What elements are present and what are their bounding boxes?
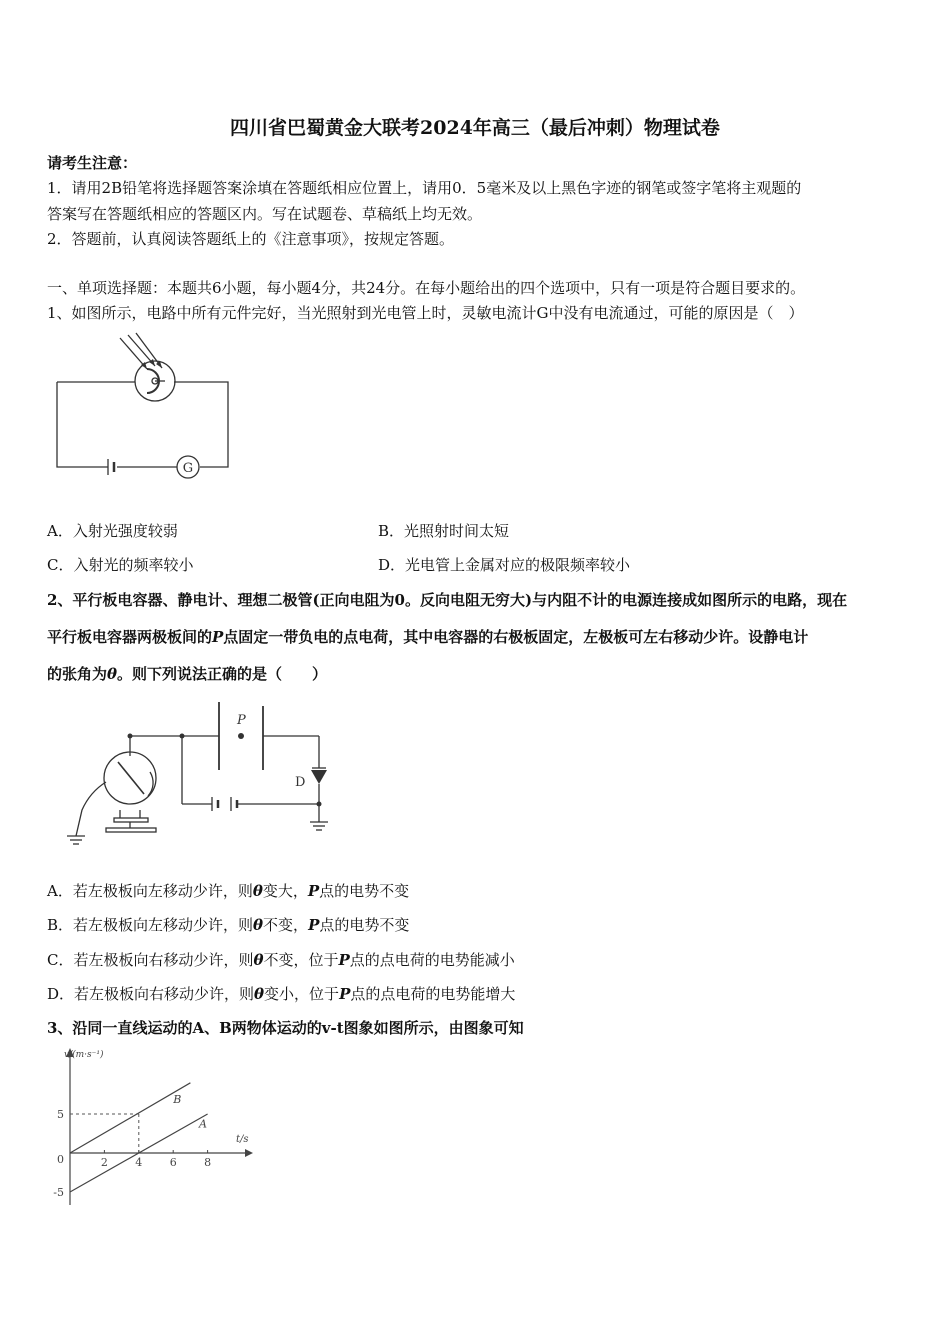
q2-circuit-figure [62,700,342,855]
y-tick-label--5: -5 [53,1186,64,1199]
x-tick-label-6: 6 [169,1156,177,1169]
q1-option-d: D．光电管上金属对应的极限频率较小 [378,556,631,574]
origin-label: 0 [57,1153,64,1166]
q2-option-b: B．若左极板向左移动少许，则θ不变，P点的电势不变 [47,916,410,934]
notice-item-2: 2．答题前，认真阅读答题纸上的《注意事项》，按规定答题。 [47,230,455,248]
q3-vt-chart [40,1045,260,1210]
section-heading: 一、单项选择题：本题共6小题，每小题4分，共24分。在每小题给出的四个选项中，只有一项是符合题目要求的。 [47,279,806,297]
galvanometer-label: G [182,461,194,476]
x-tick-label-4: 4 [135,1156,143,1169]
diode-label: D [295,775,306,790]
y-axis-label: v/(m·s⁻¹) [64,1050,104,1060]
notice-item-1-line-1: 1．请用2B铅笔将选择题答案涂填在答题纸相应位置上，请用0．5毫米及以上黑色字迹的钢笔或签字笔将主观题的 [47,179,802,197]
x-tick-label-2: 2 [100,1156,108,1169]
question-2-stem-line-2: 平行板电容器两极板间的P点固定一带负电的点电荷，其中电容器的右极板固定，左极板可左右移动少许。设静电计 [47,628,809,646]
y-tick-label-5: 5 [57,1108,64,1121]
series-label-B: B [173,1093,182,1107]
series-label-A: A [199,1117,207,1131]
x-tick-label-8: 8 [204,1156,212,1169]
q1-option-c: C．入射光的频率较小 [47,556,194,574]
point-p-label: P [237,713,246,728]
q1-option-a: A．入射光强度较弱 [47,522,178,540]
x-axis-label: t/s [236,1134,249,1145]
question-2-stem-line-1: 2、平行板电容器、静电计、理想二极管(正向电阻为0。反向电阻无穷大)与内阻不计的电源连接成如图所示的电路，现在 [47,591,848,609]
question-2-stem-line-3: 的张角为θ。则下列说法正确的是（ ） [47,665,328,683]
page-title: 四川省巴蜀黄金大联考2024年高三（最后冲刺）物理试卷 [230,117,720,139]
q1-option-b: B．光照射时间太短 [378,522,510,540]
q2-option-c: C．若左极板向右移动少许，则θ不变，位于P点的点电荷的电势能减小 [47,951,515,969]
notice-heading: 请考生注意： [47,154,138,172]
q2-option-a: A．若左极板向左移动少许，则θ变大，P点的电势不变 [47,882,410,900]
question-1-stem: 1、如图所示，电路中所有元件完好，当光照射到光电管上时，灵敏电流计G中没有电流通过，可能的原因是（ ） [47,304,804,322]
question-3-stem: 3、沿同一直线运动的A、B两物体运动的v-t图象如图所示，由图象可知 [47,1019,524,1037]
q2-option-d: D．若左极板向右移动少许，则θ变小，位于P点的点电荷的电势能增大 [47,985,516,1003]
notice-item-1-line-2: 答案写在答题纸相应的答题区内。写在试题卷、草稿纸上均无效。 [47,205,483,223]
q1-circuit-figure [50,335,240,485]
